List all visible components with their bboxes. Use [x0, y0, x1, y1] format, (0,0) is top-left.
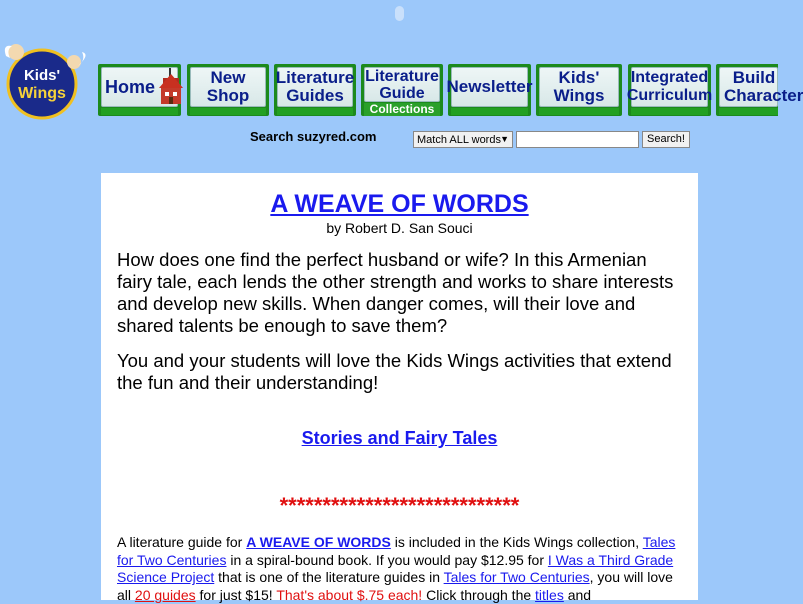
price-highlight: That's about $.75 each! [276, 586, 423, 603]
book-title-link[interactable]: A WEAVE OF WORDS [270, 190, 529, 218]
nav-collections-line2: Guide [379, 84, 425, 102]
logo-line1: Kids' [23, 67, 61, 84]
category-link[interactable]: Stories and Fairy Tales [301, 428, 498, 448]
search-input[interactable] [516, 131, 639, 148]
nav-build-line1: Build [732, 68, 776, 87]
nav-build-line2: Character [724, 86, 803, 105]
nav-integrated-line2: Curriculum [626, 87, 713, 104]
search-mode-value: Match ALL words [417, 134, 501, 146]
nav-new-shop-line1: New [210, 68, 246, 87]
guide-text-5: , you will love all [117, 569, 673, 603]
book-author: by Robert D. San Souci [326, 220, 473, 236]
nav-kids-wings-button[interactable] [536, 64, 622, 116]
nav-new-shop-button[interactable] [187, 64, 269, 116]
nav-literature-guides-line1: Literature [275, 68, 355, 87]
main-content [101, 173, 698, 603]
nav-newsletter-label: Newsletter [446, 77, 533, 96]
nav-collections-line1: Literature [365, 67, 439, 85]
search-label: Search suzyred.com [250, 129, 377, 144]
nav-literature-guide-collections-button[interactable] [361, 64, 443, 116]
nav-literature-guides-button[interactable] [274, 64, 356, 116]
logo-graphic [2, 40, 90, 120]
nav-build-character-button[interactable] [716, 64, 803, 116]
search-button[interactable]: Search! [642, 131, 690, 148]
promo-paragraph: You and your students will love the Kids Wings activities that extend the fun and their understanding! [117, 350, 672, 393]
guide-text-7: Click through the [422, 586, 536, 603]
tales-two-centuries-link[interactable]: Tales for Two Centuries [117, 534, 676, 568]
guide-text-1: A literature guide for [117, 534, 247, 550]
guide-paragraph [117, 534, 687, 604]
kids-wings-logo[interactable] [2, 40, 90, 120]
description-paragraph: How does one find the perfect husband or wife? In this Armenian fairy tale, each lends the other strength and works to share interests and develop new skills. When danger comes, will their love and shared talents be enough to save them? [117, 249, 674, 336]
nav-collections-line3: Collections [364, 103, 440, 116]
guide-title-link[interactable]: A WEAVE OF WORDS [246, 534, 391, 550]
guide-text-3: in a spiral-bound book. If you would pay $12.95 for [226, 551, 548, 568]
tales-two-centuries-link-2[interactable]: Tales for Two Centuries [443, 569, 590, 585]
titles-link[interactable]: titles [535, 586, 564, 603]
nav-new-shop-line2: Shop [206, 86, 250, 105]
guide-text-4: that is one of the literature guides in [214, 569, 444, 585]
separator-stars: **************************** [279, 493, 520, 518]
nav-home-button[interactable] [98, 64, 181, 116]
guide-text-6: for just $15! [195, 586, 277, 603]
third-grade-science-link[interactable]: I Was a Third Grade Science Project [117, 551, 674, 585]
nav-newsletter-button[interactable] [448, 64, 531, 116]
nav-integrated-line1: Integrated [630, 69, 709, 86]
nav-kids-wings-label: Kids' Wings [553, 68, 605, 105]
twenty-guides-link[interactable]: 20 guides [134, 586, 196, 603]
nav-integrated-curriculum-button[interactable] [628, 64, 711, 116]
chevron-down-icon: ▼ [500, 134, 509, 144]
guide-text-8: and [563, 586, 592, 603]
schoolhouse-icon [157, 66, 187, 108]
nav-literature-guides-line2: Guides [286, 86, 344, 105]
logo-line2: Wings [18, 85, 66, 102]
scroll-indicator [395, 6, 404, 21]
nav-home-label: Home [105, 77, 156, 97]
guide-text-2: is included in the Kids Wings collection, [390, 534, 643, 550]
search-mode-select[interactable] [413, 131, 513, 148]
